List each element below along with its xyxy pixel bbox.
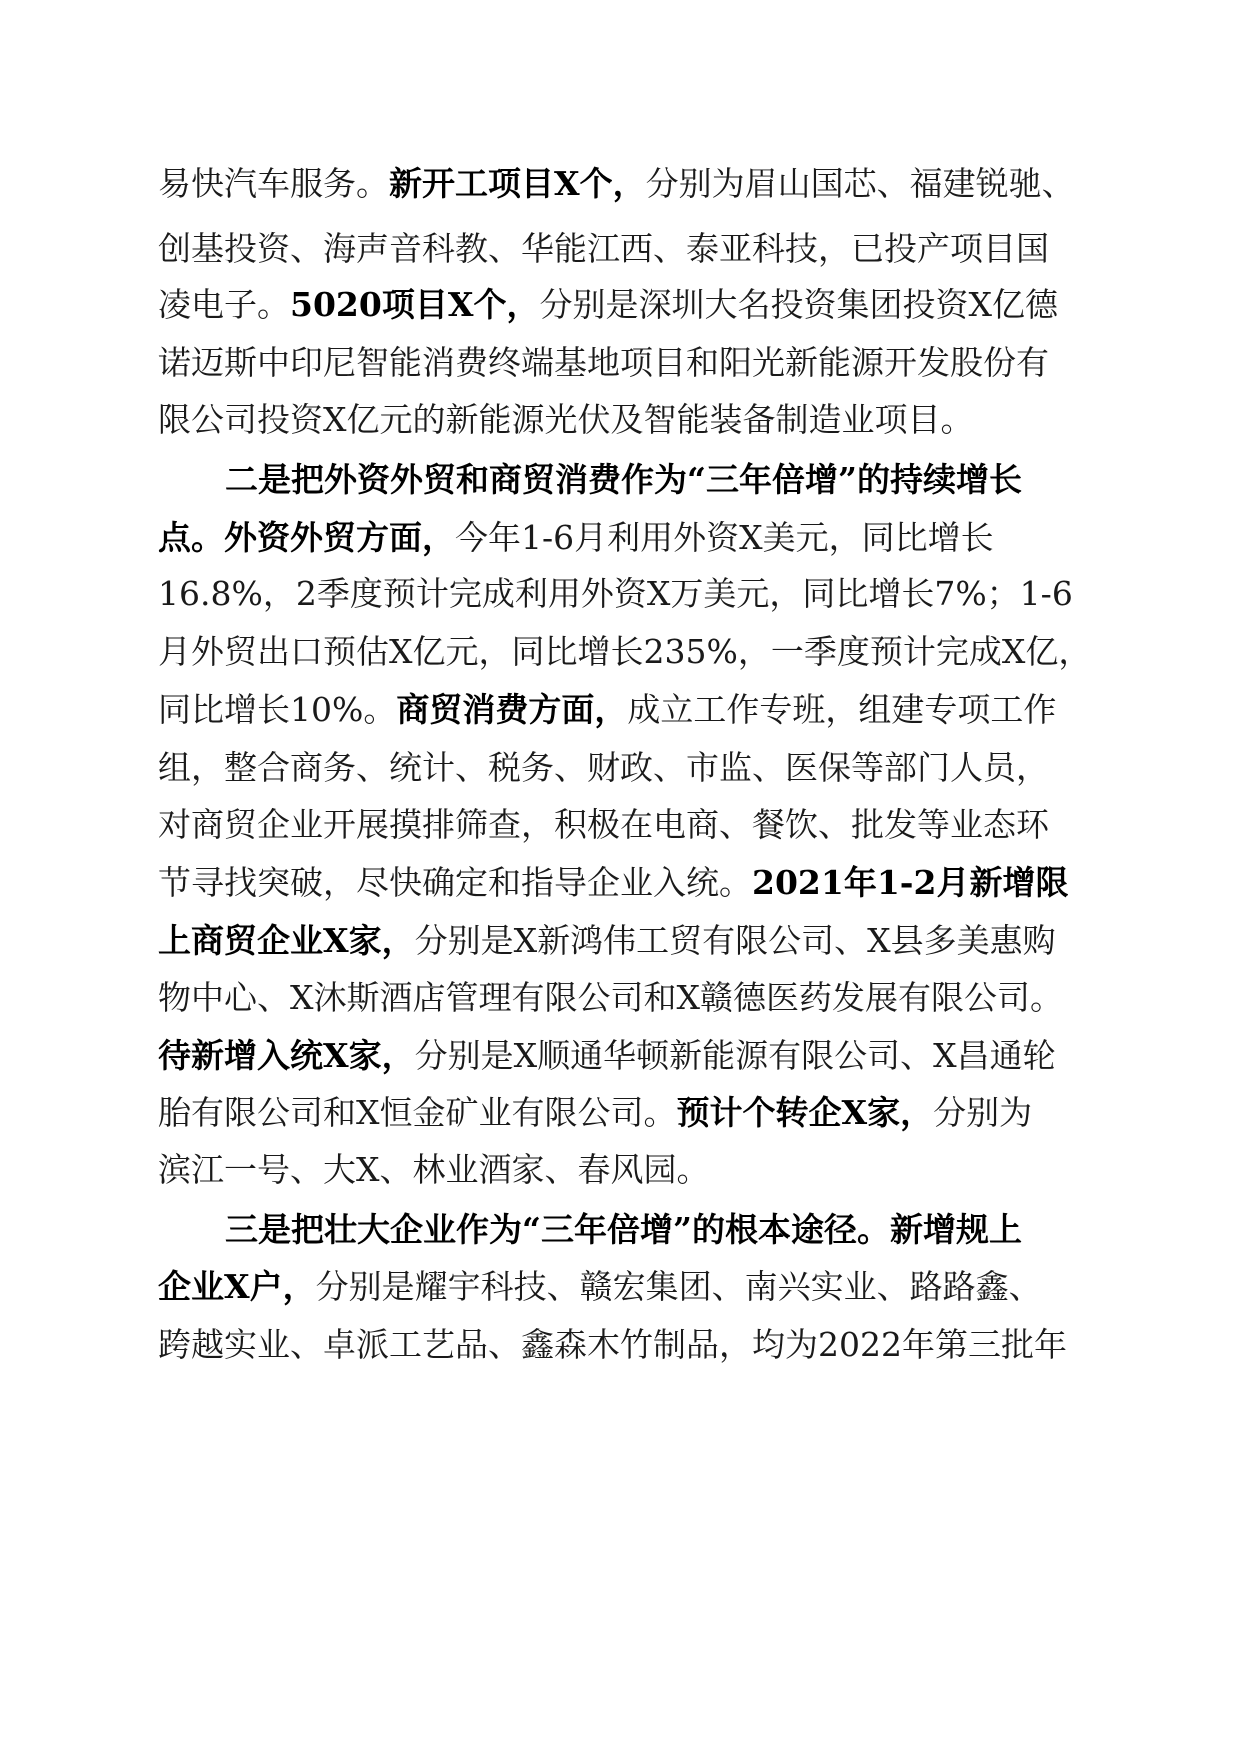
text-line: 上商贸企业X家，分别是X新鸿伟工贸有限公司、X县多美惠购 (158, 921, 1056, 960)
text-line: 凌电子。5020项目X个，分别是深圳大名投资集团投资X亿德 (158, 285, 1058, 324)
text-line: 待新增入统X家，分别是X顺通华顿新能源有限公司、X昌通轮 (158, 1036, 1056, 1075)
text-line: 同比增长10%。商贸消费方面，成立工作专班，组建专项工作 (158, 690, 1057, 729)
section-heading: 二是把外资外贸和商贸消费作为“三年倍增”的持续增长 (225, 460, 1022, 499)
text-line: 诺迈斯中印尼智能消费终端基地项目和阳光新能源开发股份有 (158, 343, 1049, 382)
text-line: 限公司投资X亿元的新能源光伏及智能装备制造业项目。 (158, 400, 974, 439)
text-line: 滨江一号、大X、林业酒家、春风园。 (158, 1150, 710, 1189)
text-line: 节寻找突破，尽快确定和指导企业入统。2021年1-2月新增限 (158, 863, 1069, 902)
text-line: 创基投资、海声音科教、华能江西、泰亚科技，已投产项目国 (158, 229, 1049, 268)
text-line: 物中心、X沐斯酒店管理有限公司和X赣德医药发展有限公司。 (158, 978, 1063, 1017)
text-line: 企业X户，分别是耀宇科技、赣宏集团、南兴实业、路路鑫、 (158, 1267, 1042, 1306)
text-line: 胎有限公司和X恒金矿业有限公司。预计个转企X家，分别为 (158, 1093, 1033, 1132)
text-line: 易快汽车服务。新开工项目X个，分别为眉山国芯、福建锐驰、 (158, 164, 1075, 203)
text-line: 组，整合商务、统计、税务、财政、市监、医保等部门人员， (158, 748, 1049, 787)
text-line: 对商贸企业开展摸排筛查，积极在电商、餐饮、批发等业态环 (158, 805, 1049, 844)
section-heading: 三是把壮大企业作为“三年倍增”的根本途径。新增规上 (225, 1210, 1022, 1249)
text-line: 跨越实业、卓派工艺品、鑫森木竹制品，均为2022年第三批年 (158, 1325, 1067, 1364)
text-line: 点。外资外贸方面，今年1-6月利用外资X美元，同比增长 (158, 518, 994, 557)
text-line: 月外贸出口预估X亿元，同比增长235%，一季度预计完成X亿， (158, 632, 1092, 671)
text-line: 16.8%，2季度预计完成利用外资X万美元，同比增长7%；1-6 (158, 574, 1073, 613)
